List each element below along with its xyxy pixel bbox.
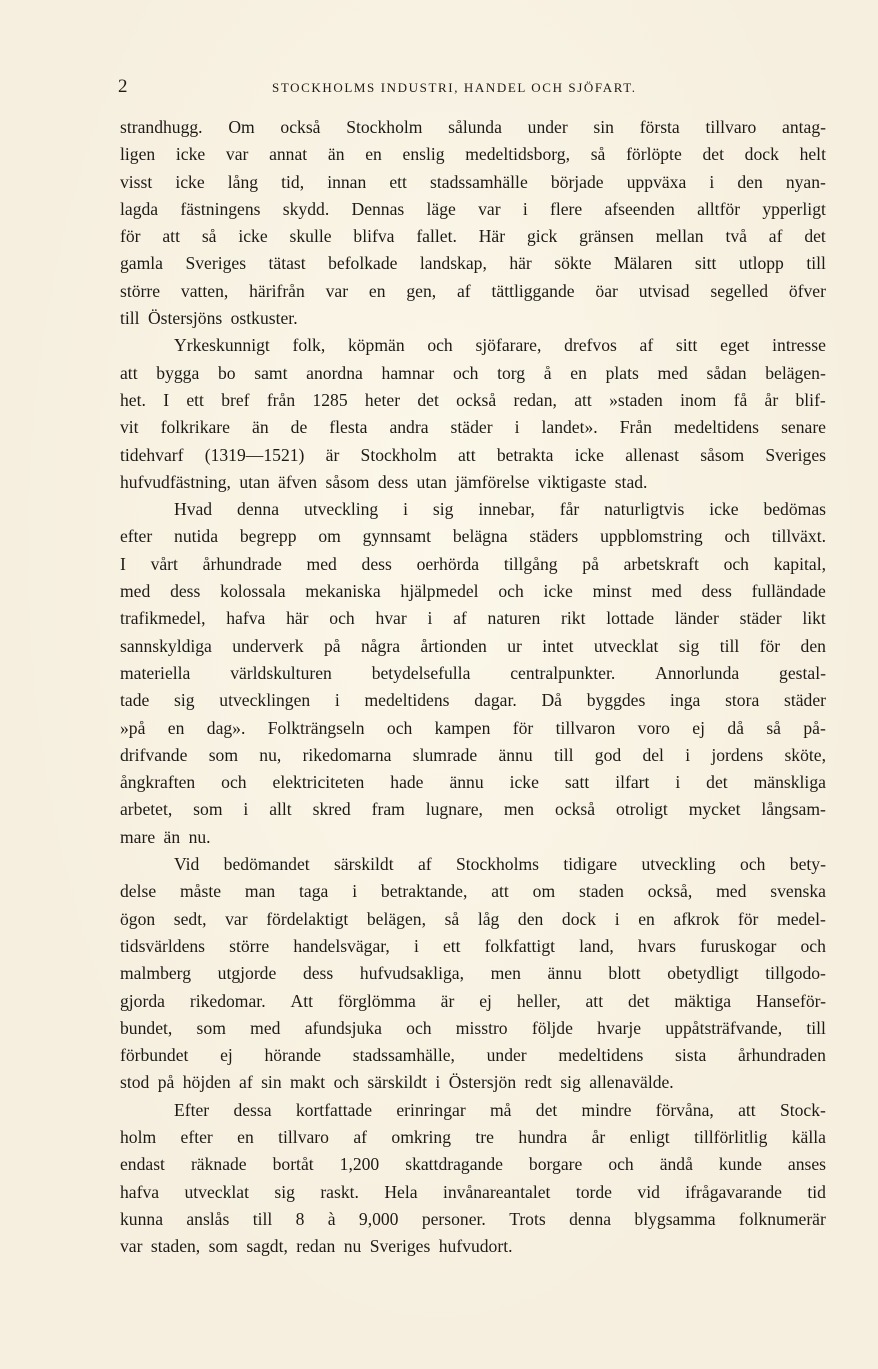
text-line: delse måste man taga i betraktande, att om staden också, med svenska xyxy=(120,881,826,902)
running-title: STOCKHOLMS INDUSTRI, HANDEL OCH SJÖFART. xyxy=(272,80,637,95)
text-line: tidsvärldens större handelsvägar, i ett folkfattigt land, hvars furuskogar och xyxy=(120,935,826,956)
text-line: ligen icke var annat än en enslig medeltidsborg, så förlöpte det dock helt xyxy=(120,144,826,165)
text-line: efter nutida begrepp om gynnsamt belägna städers uppblomstring och tillväxt. xyxy=(120,526,826,547)
text-line: ögon sedt, var fördelaktigt belägen, så låg den dock i en afkrok för medel- xyxy=(120,908,826,929)
text-line: vit folkrikare än de flesta andra städer i landet». Från medeltidens senare xyxy=(120,417,826,438)
text-line: strandhugg. Om också Stockholm sålunda under sin första tillvaro antag- xyxy=(120,117,826,137)
text-line: större vatten, härifrån var en gen, af tättliggande öar utvisad segelled öfver xyxy=(120,280,826,301)
text-line: för att så icke skulle blifva fallet. Här gick gränsen mellan två af det xyxy=(120,226,826,247)
text-line: malmberg utgjorde dess hufvudsakliga, men ännu blott obetydligt tillgodo- xyxy=(120,963,826,984)
text-line: med dess kolossala mekaniska hjälpmedel och icke minst med dess fulländade xyxy=(120,581,826,602)
text-line: att bygga bo samt anordna hamnar och torg å en plats med sådan belägen- xyxy=(120,362,826,383)
text-line: till Östersjöns ostkuster. xyxy=(120,308,298,329)
text-line: holm efter en tillvaro af omkring tre hundra år enligt tillförlitlig källa xyxy=(120,1126,826,1147)
text-line: endast räknade bortåt 1,200 skattdragande borgare och ändå kunde anses xyxy=(120,1154,826,1175)
text-line: Yrkeskunnigt folk, köpmän och sjöfarare, drefvos af sitt eget intresse xyxy=(174,335,826,356)
text-line: Vid bedömandet särskildt af Stockholms tidigare utveckling och bety- xyxy=(174,854,826,875)
text-line: gamla Sveriges tätast befolkade landskap, här sökte Mälaren sitt utlopp till xyxy=(120,253,826,274)
text-line: het. I ett bref från 1285 heter det också redan, att »staden inom få år blif- xyxy=(120,389,826,410)
text-line: bundet, som med afundsjuka och misstro följde hvarje uppåtsträfvande, till xyxy=(120,1017,826,1038)
text-line: »på en dag». Folkträngseln och kampen för tillvaron voro ej då så på- xyxy=(120,717,826,738)
text-line: gjorda rikedomar. Att förglömma är ej heller, att det mäktiga Hanseför- xyxy=(120,990,826,1011)
text-line: tidehvarf (1319—1521) är Stockholm att betrakta icke allenast såsom Sveriges xyxy=(120,444,826,465)
body-text xyxy=(120,114,826,1260)
text-line: Efter dessa kortfattade erinringar må det mindre förvåna, att Stock- xyxy=(174,1099,826,1120)
text-line: visst icke lång tid, innan ett stadssamhälle började uppväxa i den nyan- xyxy=(120,171,826,192)
text-line: förbundet ej hörande stadssamhälle, under medeltidens sista århundraden xyxy=(120,1045,826,1066)
text-line: hufvudfästning, utan äfven såsom dess utan jämförelse viktigaste stad. xyxy=(120,471,648,492)
text-line: tade sig utvecklingen i medeltidens dagar. Då byggdes inga stora städer xyxy=(120,690,826,711)
text-line: Hvad denna utveckling i sig innebar, får naturligtvis icke bedömas xyxy=(174,499,826,520)
text-line: sannskyldiga underverk på några årtionden ur intet utvecklat sig till för den xyxy=(120,635,826,656)
text-line: trafikmedel, hafva här och hvar i af naturen rikt lottade länder städer likt xyxy=(120,608,826,629)
text-line: var staden, som sagdt, redan nu Sveriges hufvudort. xyxy=(120,1236,513,1257)
text-line: ångkraften och elektriciteten hade ännu icke satt ilfart i det mänskliga xyxy=(120,772,826,793)
text-line: drifvande som nu, rikedomarna slumrade ännu till god del i jordens sköte, xyxy=(120,744,826,765)
text-line: lagda fästningens skydd. Dennas läge var i flere afseenden alltför ypperligt xyxy=(120,198,826,219)
text-line: arbetet, som i allt skred fram lugnare, men också otroligt mycket långsam- xyxy=(120,799,826,820)
text-line: stod på höjden af sin makt och särskildt i Östersjön redt sig allenavälde. xyxy=(120,1072,674,1093)
text-line: hafva utvecklat sig raskt. Hela invånareantalet torde vid ifrågavarande tid xyxy=(120,1181,826,1202)
text-line: I vårt århundrade med dess oerhörda tillgång på arbetskraft och kapital, xyxy=(120,553,826,574)
text-line: kunna anslås till 8 à 9,000 personer. Trots denna blygsamma folknumerär xyxy=(120,1208,826,1229)
page-number: 2 xyxy=(118,76,128,97)
text-line: materiella världskulturen betydelsefulla centralpunkter. Annorlunda gestal- xyxy=(120,662,826,683)
text-line: mare än nu. xyxy=(120,826,211,847)
